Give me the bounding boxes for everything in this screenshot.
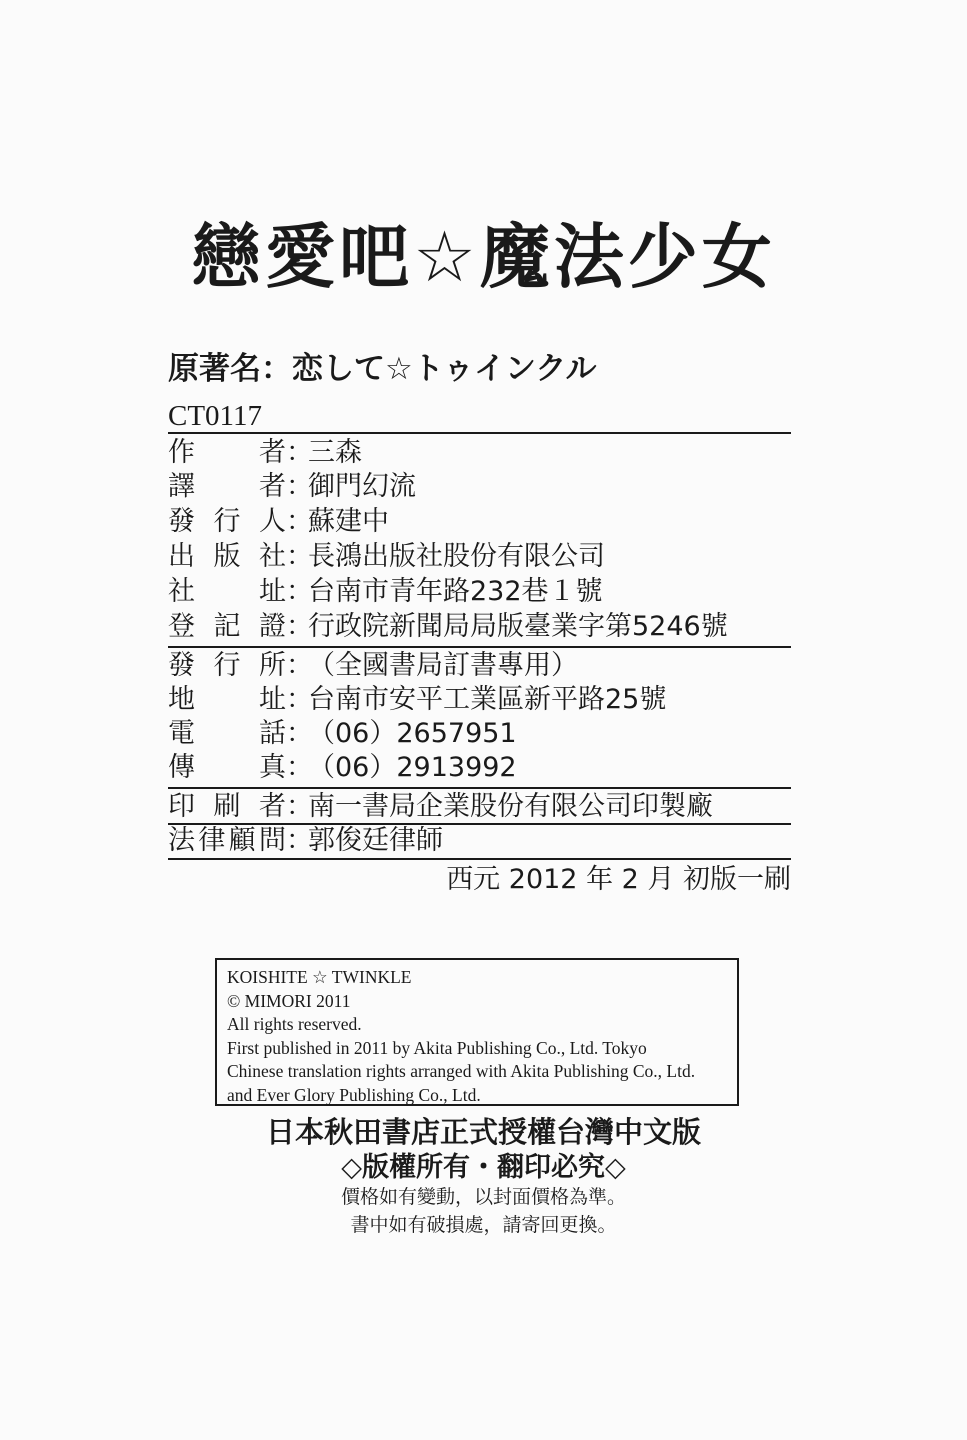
credit-row-address: 地址：台南市安平工業區新平路25號 — [168, 684, 667, 715]
credit-label: 譯者 — [168, 471, 286, 502]
copyright-line: Chinese translation rights arranged with Akita Publishing Co., Ltd. — [227, 1061, 696, 1082]
credit-value: （全國書局訂書專用） — [308, 650, 578, 681]
copyright-line: and Ever Glory Publishing Co., Ltd. — [227, 1084, 481, 1105]
credit-label: 法律顧問 — [168, 825, 286, 856]
credit-value: 台南市青年路232巷１號 — [308, 576, 603, 607]
original-title: 原著名：恋して☆トゥインクル — [168, 351, 597, 387]
credit-row-publisher: 出版社：長鴻出版社股份有限公司 — [168, 541, 605, 572]
credit-label: 出版社 — [168, 541, 286, 572]
credit-value: 南一書局企業股份有限公司印製廠 — [308, 791, 713, 822]
credit-label: 登記證 — [168, 611, 286, 642]
credit-row-distributor: 發行所：（全國書局訂書專用） — [168, 650, 578, 681]
credit-value: 三森 — [308, 437, 362, 468]
credit-value: （06）2913992 — [308, 752, 517, 783]
credit-label: 作者 — [168, 437, 286, 468]
credit-label: 地址 — [168, 684, 286, 715]
credit-value: 郭俊廷律師 — [308, 825, 443, 856]
copyright-box — [215, 958, 739, 1106]
credit-value: 長鴻出版社股份有限公司 — [308, 541, 605, 572]
edition-date: 西元 2012 年 2 月 初版一刷 — [446, 864, 791, 895]
divider — [168, 858, 791, 860]
credit-label: 社址 — [168, 576, 286, 607]
credit-value: 台南市安平工業區新平路25號 — [308, 684, 667, 715]
divider — [168, 646, 791, 648]
divider — [168, 787, 791, 789]
credit-row-legal-counsel: 法律顧問：郭俊廷律師 — [168, 825, 443, 856]
authorization-statement: 日本秋田書店正式授權台灣中文版 — [265, 1115, 701, 1149]
credit-label: 發行人 — [168, 506, 286, 537]
copyright-line: © MIMORI 2011 — [227, 990, 351, 1011]
credit-value: 蘇建中 — [308, 506, 389, 537]
damage-note: 書中如有破損處，請寄回更換。 — [350, 1214, 617, 1236]
credit-row-author: 作者：三森 — [168, 437, 362, 468]
copyright-line: KOISHITE ☆ TWINKLE — [227, 967, 412, 987]
credit-label: 發行所 — [168, 650, 286, 681]
price-note: 價格如有變動，以封面價格為準。 — [340, 1186, 626, 1208]
divider — [168, 432, 791, 434]
credit-row-translator: 譯者：御門幻流 — [168, 471, 416, 502]
credit-row-company-address: 社址：台南市青年路232巷１號 — [168, 576, 603, 607]
credit-value: 行政院新聞局局版臺業字第5246號 — [308, 611, 728, 642]
credit-label: 印刷者 — [168, 791, 286, 822]
credit-row-registration: 登記證：行政院新聞局局版臺業字第5246號 — [168, 611, 728, 642]
credit-value: （06）2657951 — [308, 718, 517, 749]
credit-row-fax: 傳真：（06）2913992 — [168, 752, 517, 783]
rights-notice: ◇版權所有・翻印必究◇ — [341, 1152, 626, 1183]
credit-label: 電話 — [168, 718, 286, 749]
book-title: 戀愛吧☆魔法少女 — [191, 216, 776, 298]
credit-label: 傳真 — [168, 752, 286, 783]
credit-row-printer: 印刷者：南一書局企業股份有限公司印製廠 — [168, 791, 713, 822]
credit-row-publisher-person: 發行人：蘇建中 — [168, 506, 389, 537]
product-code: CT0117 — [168, 400, 262, 432]
copyright-line: All rights reserved. — [227, 1014, 362, 1035]
credit-value: 御門幻流 — [308, 471, 416, 502]
copyright-line: First published in 2011 by Akita Publishing Co., Ltd. Tokyo — [227, 1037, 647, 1058]
credit-row-phone: 電話：（06）2657951 — [168, 718, 517, 749]
